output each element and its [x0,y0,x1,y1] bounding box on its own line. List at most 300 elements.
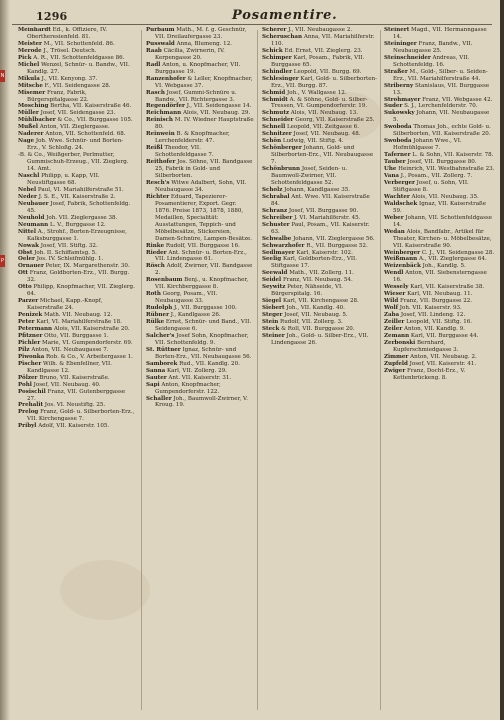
entry-name: Michel [18,61,40,68]
entry-text: J., Kandlgasse 26. [170,312,221,319]
entry-name: Rülke [146,319,165,326]
entry-name: Pfitzner [18,332,43,339]
entry-text: Ant. Schnür- u. Borten-Erz., VII. Lindengasse 61. [155,249,247,263]
directory-entry [384,319,495,326]
directory-entry [18,90,135,104]
entry-name: Wessely [384,284,409,291]
directory-entry [146,333,254,347]
entry-name: Merode [18,47,42,54]
entry-name: Meister [18,40,42,47]
entry-name: Seelig [262,256,282,263]
entry-name: Schrabal [262,193,290,200]
entry-text: Ignaz, VII. Kaiserstraße 59. [393,200,487,214]
directory-entry [262,124,378,131]
entry-name: St. Rüttner [146,346,181,353]
entry-text: Stanislaus, VII. Burggasse 13. [393,82,490,96]
entry-text: Rud., VII. Kandlg. 20. [179,360,240,367]
directory-entry [146,319,254,333]
entry-name: Scholz [262,186,283,193]
entry-name: Penizek [18,312,43,319]
running-title: Posamentire. [232,8,338,23]
entry-name: Rasch [146,89,165,96]
directory-entry [384,305,495,312]
entry-text: Joh. II. Schiffamtsg. 5. [34,249,97,256]
directory-entry [384,97,495,104]
entry-text: Joh., V. Wallgasse 12. [287,89,347,96]
entry-text: Alois, VII. Neubaug. 35. [411,193,479,200]
entry-name: Steinschneider [384,54,431,61]
entry-text: Franz, VII. Gutenberggasse 27. [27,388,126,402]
directory-entry [262,34,378,48]
directory-entry [262,305,378,312]
entry-name: Schranz [262,207,288,214]
entry-text: M., Gold-, Silber- u. Seiden-Erz., VII. Mariahilferstraße 44. [393,68,488,82]
directory-entry [262,90,378,97]
entry-text: Bertha, VII. Kaiserstraße 46. [50,103,132,110]
directory-entry [18,187,135,194]
entry-text: Franz, Docht-Erz., V. Kettenbrückeng. 8. [393,367,466,381]
entry-text: Otto, VII. Burggasse 1. [44,332,109,339]
entry-text: Ernst, Schnür- und Band., VII. Seidengasse 6. [155,319,252,332]
entry-name: Pölzer [18,374,38,381]
directory-entry [262,55,378,69]
directory-entry [18,347,135,354]
directory-entry [384,215,495,229]
entry-name: Sukowsky [384,110,415,117]
entry-text: Josef, VII. Burggasse 80. [407,159,477,166]
entry-name: Parzer [18,298,39,305]
entry-name: Steiner [262,332,285,339]
entry-text: Leopold, VII. Burgg. 69. [293,68,362,75]
directory-entry [384,326,495,333]
entry-name: Sedlmayer [262,249,295,256]
entry-name: Mühlbacher [18,117,56,124]
directory-entry [146,76,254,90]
entry-text: Josef Sohn, Knopfmacher, VII. Schottenfeldg. 9. [155,332,249,346]
entry-text: Franz, Goldborten-Erz., VII. Burgg. 32. [27,270,130,284]
directory-entry [384,340,495,354]
entry-name: Pichler [18,339,41,346]
entry-name: Samborek [146,360,178,367]
entry-name: Ott [18,270,28,277]
entry-name: Suder [384,103,403,110]
entry-text: Paul, VI. Mariahilferstraße 51. [37,186,124,193]
entry-name: Neubauer [18,200,49,207]
directory-column-4 [384,27,495,717]
entry-name: Seywitz [262,284,286,291]
entry-text: Josef, VII. Stiftg. 32. [40,242,98,249]
entry-name: Prelog [18,409,39,416]
directory-entry [18,409,135,423]
entry-text: Anna, VII. Mariahilferstr. 110. [271,33,375,47]
entry-name: Seidel [262,277,282,284]
directory-entry [384,69,495,83]
entry-text: Karl, VII. Neubaug. 11. [407,291,473,298]
entry-name: Scheruschan [262,33,303,40]
entry-name: Pusswald [146,40,175,47]
directory-entry [18,222,135,229]
entry-text: Franz, Fabrik, Bürgerspitalgasse 22. [27,89,89,103]
entry-name: Schindler [262,68,292,75]
entry-name: Rudolph [146,305,173,312]
entry-name: Sauter [146,374,167,381]
directory-entry [18,124,135,131]
directory-entry [146,41,254,48]
entry-text: Bernhard, Kupferschmiedgasse 3. [393,339,459,353]
entry-text: Thomas Joh., echte Gold- u. Silberborten, VII. Kaiserstraße 20. [393,124,491,138]
directory-entry [384,103,495,110]
entry-text: B. & Knopfmacher, Lerchenfelderstr. 47. [155,131,230,145]
directory-entry [384,124,495,138]
directory-entry [146,110,254,117]
entry-text: Josef, VII. Neubaug. 48. [293,131,361,138]
index-tab-p[interactable]: P [0,255,5,267]
directory-entry [262,215,378,222]
entry-name: Meinhardt [18,27,51,33]
entry-text: C. J., VII. Seidengasse 28. [421,249,495,256]
directory-entry [146,361,254,368]
entry-text: J., VII. Kenyong. 37. [41,75,98,82]
directory-entry [384,55,495,69]
entry-name: Rübner [146,312,170,319]
directory-entry [146,159,254,180]
entry-name: Reithofer [146,159,176,166]
entry-text: Josef, VII. Neubaug. 40. [33,381,101,388]
directory-entry [262,270,378,277]
entry-name: Taferner [384,152,411,159]
directory-entry [262,222,378,236]
directory-entry [384,166,495,173]
entry-text: J., Trösel. Deutsch. [43,47,97,54]
entry-name: Vana [384,173,400,180]
directory-entry [384,201,495,215]
entry-text: Eduard, Tapezierer-Posamentierer, Export. Gegr. 1876. Preise 1873, 1878, 1880, Medaillen, Specialität: Ausstattungen, Teppich- und Möbelbesätze, Stickereien, Damen-Schnüre, Lampen-Besätze. [155,193,253,242]
entry-name: Uhe [384,166,397,173]
directory-entry [18,201,135,215]
directory-entry [146,347,254,361]
entry-text: Marie, VI. Gumpendorferstr. 69. [42,339,133,346]
directory-entry [262,48,378,55]
entry-name: Weinberger [384,249,421,256]
directory-entry [146,250,254,264]
entry-name: Nage [18,138,35,145]
entry-text: Karl, VII. Burggasse 44. [410,332,479,339]
directory-entry [18,55,135,62]
entry-text: Josef, Gummi-Schnüre u. Bandw., VII. Richtergasse 3. [155,89,237,103]
entry-name: Striberny [384,82,414,89]
entry-text: Anna, Blumeng. 12. [176,40,232,47]
entry-text: Rudolf, VII. Zollerg. 3. [280,319,343,326]
entry-text: Cäcilia, Zwirnerin, IV. Kerpengasse 20. [155,47,225,61]
directory-entry [384,263,495,270]
entry-name: Pick [18,54,32,61]
entry-name: Steininger [384,40,417,47]
entry-text: Math. VII. Neubaug. 12. [43,312,113,319]
directory-entry [18,284,135,298]
entry-text: Ignaz, Schnür- und Borten-Erz., VII. Neubaugasse 56. [155,346,252,360]
directory-entry [146,277,254,291]
entry-text: Anton, u. Knopfmacher, VII. Burggasse 19. [155,61,241,75]
directory-entry [146,291,254,305]
entry-text: A., VII. Zieglergasse 64. [418,256,487,263]
entry-text: Joh. Wwe. Schnür- und Borten-Erz., V. Schloßg. 24. [27,138,124,152]
entry-text: Rob. & Co., V. Arbeitergasse 1. [46,353,133,360]
directory-entry [146,194,254,243]
entry-name: Peter [18,319,35,326]
entry-text: J., VII. Seidengasse 14. [186,103,252,110]
entry-name: Salcher's [146,332,175,339]
entry-name: Radl [146,61,161,68]
directory-entry [146,368,254,375]
entry-text: Theodor, VII. Schottenfeldgasse 7. [155,145,214,159]
entry-text: Jos. IV. Schleifmühlg. 1. [36,256,104,263]
directory-entry [146,117,254,131]
entry-name: Mosching [18,103,49,110]
entry-name: Steck [262,325,280,332]
directory-entry [18,215,135,222]
entry-text: Jos. VI. Neustiftg. 25. [44,402,106,409]
entry-text: Karl, Kaiserstr. 102. [296,249,353,256]
entry-text: Joh. VII. Zieglergasse 38. [46,214,118,221]
entry-text: Johann Wwe., VI. Hofmühlgasse 7. [393,138,462,152]
directory-entry [384,159,495,166]
directory-entry [384,180,495,194]
entry-name: Petermann [18,325,53,332]
entry-text: Johann, VII. Zieglergasse 56. [293,235,375,242]
directory-entry [262,110,378,117]
entry-name: Schreiber [262,214,293,221]
entry-name: Neder [18,193,37,200]
directory-entry [18,250,135,257]
entry-name: Schmid [262,89,286,96]
entry-name: Straßer [384,68,408,75]
directory-entry [18,41,135,48]
entry-text: Karl, VII. Kirchengasse 28. [282,298,359,305]
directory-entry [262,76,378,90]
entry-text: Josef, VII. Neubaug. 5. [284,312,348,319]
directory-entry [146,145,254,159]
entry-text: Anton, VII. Schottenfeld. 68. [45,131,126,138]
entry-text: R., VII. Burggasse 52. [306,242,368,249]
directory-entry [384,354,495,361]
entry-name: Oeler [18,256,35,263]
directory-entry [18,131,135,138]
column-rule [141,30,142,710]
directory-entry [18,298,135,312]
directory-entry [262,319,378,326]
directory-entry [146,131,254,145]
entry-name: Regendörfer [146,103,185,110]
directory-entry [146,27,254,41]
entry-text: & Co., VII. Burggasse 105. [57,117,133,124]
entry-name: Schönberger [262,145,302,152]
entry-text: L. & Sohn, VII. Kaiserstr. 78. [412,152,494,159]
entry-text: Wilh. & Ebenfellner, VII. Kandlgasse 12. [27,360,112,374]
entry-text: Georg, VII. Kaiserstraße 25. [295,117,375,124]
entry-text: Wenzel, Schnür- u. Bandw., VII. Kandlg. 27. [27,61,130,75]
entry-name: Naschl [18,173,40,180]
directory-entry [18,326,135,333]
entry-text: Alois, VII. Neubaug. 13. [290,110,359,117]
directory-entry [262,333,378,347]
entry-name: Prehalit [18,402,44,409]
entry-name: Mitsche [18,82,43,89]
directory-entry [18,194,135,201]
entry-text: J., VII. Burggasse 100. [174,305,237,312]
entry-text: Philipp, Knopfmacher, VII. Zieglerg. 64. [27,284,135,298]
entry-text: Math., M. f. g. Geschnür, VII. Dreilaufergasse 23. [155,27,247,40]
entry-text: Andreas, VII. Schottenfeldg. 16. [393,54,470,68]
directory-entry [18,382,135,389]
directory-entry [262,277,378,284]
directory-entry [146,180,254,194]
directory-entry [384,173,495,180]
entry-name: Zwiger [384,367,406,374]
entry-name: Waldschek [384,200,418,207]
entry-name: Seewald [262,270,288,277]
entry-name: Zupfeld [384,360,408,367]
directory-entry [384,333,495,340]
entry-name: Reinisch [146,117,173,124]
directory-entry [18,138,135,152]
directory-entry [18,361,135,375]
entry-text: Peter, Nähseide, VI. Bürgerspitalg. 16. [271,284,343,298]
page-number: 1296 [36,10,68,23]
directory-entry [262,236,378,243]
directory-entry [18,48,135,55]
directory-entry [18,333,135,340]
entry-name: Schick [262,47,283,54]
entry-name: Tauber [384,159,406,166]
entry-name: Weißmann [384,256,418,263]
entry-text: Rudolf, VII. Burggasse 16. [165,242,240,249]
directory-entry [384,41,495,55]
directory-entry [384,194,495,201]
directory-entry [262,27,378,34]
entry-name: Roth [146,291,161,298]
entry-text: Jos. Söhne, VII. Bandgasse 25, Fabrik in Gold- und Silberborten. [155,159,253,180]
directory-entry [18,243,135,250]
entry-text: Peter, IX. Margarethenstr. 30. [45,263,130,270]
entry-name: Ranzenhofer [146,75,186,82]
entry-text: Magd., VII. Hermanngasse 14. [393,27,487,40]
entry-name: Schön [262,138,282,145]
entry-text: Anton, VII. Neubaug. 2. [410,353,477,360]
entry-text: Adolf, VII. Kaiserstr. 105. [38,423,110,430]
index-tab-n[interactable]: N [0,70,5,82]
entry-text: Leopold, VII. Zeitgasse 6. [286,124,359,131]
entry-name: Zeiler [384,325,403,332]
entry-text: Michael, Kapp.-Knopf, Kaiserstraße 24. [27,298,103,312]
directory-entry [18,340,135,347]
entry-name: Schnitzer [262,131,292,138]
entry-name: Schuster [262,221,290,228]
directory-entry [18,76,135,83]
entry-name: Naderer [18,131,44,138]
column-rule [257,30,258,710]
directory-entry [384,291,495,298]
entry-text: Joh., Gold- u. Silber-Erz., VII. Lindengasse 26. [271,332,369,346]
directory-entry [262,194,378,208]
directory-entry [18,402,135,409]
entry-name: Obst [18,249,33,256]
entry-name: Mikula [18,75,40,82]
entry-text: & Roll, VII. Burggasse 20. [281,325,355,332]
entry-text: Josef, VII. Kaiserstr. 41. [409,360,477,367]
directory-entry [18,375,135,382]
entry-text: Ant. Wwe. VII. Kaiserstraße 84. [271,193,370,207]
entry-text: Witwe Adalbert, Sohn, VII. Neubaugasse 34. [155,179,247,193]
entry-name: Schönbrunn [262,166,301,173]
entry-text: Anton, VII. Neubaugasse 7. [31,346,109,353]
entry-text: Karl, Gold- u. Silberborten-Erz., VII. Burgg. 87. [271,75,377,89]
entry-name: Piwonka [18,353,45,360]
entry-name: Nowak [18,242,39,249]
page-header [12,7,492,25]
entry-text: Anton, Knopfmacher, Gumpendorferstr. 122. [155,381,221,395]
entry-text: Georg, Posam., VII. Neubaugasse 33. [155,291,218,305]
directory-entry [18,256,135,263]
directory-entry [18,173,135,187]
entry-text: Josef, Seiden- u. Baumwoll-Zwirner, VII. Schottenfeldgasse 52. [271,166,348,186]
entry-text: Joh., Baumwoll-Zwirner, V. Kroug. 19. [155,395,248,409]
directory-entry [384,27,495,41]
directory-entry [18,263,135,270]
entry-name: Zimmer [384,353,409,360]
entry-name: Schnell [262,124,286,131]
directory-entry [146,263,254,277]
directory-entry [262,243,378,250]
directory-entry [146,375,254,382]
directory-entry [18,83,135,90]
directory-entry [384,361,495,368]
directory-entry [384,152,495,159]
entry-text: Math., VII. Zollerg. 11. [289,270,354,277]
entry-name: Wedan [384,228,405,235]
entry-name: Nittel [18,228,36,235]
entry-text: Joh., Kandlg. 5. [422,263,466,270]
entry-name: Schimper [262,54,292,61]
entry-name: Steinert [384,27,410,33]
directory-entry [384,250,495,257]
directory-entry [384,229,495,250]
entry-name: Zerbonski [384,339,416,346]
directory-entry [384,138,495,152]
directory-column-2 [146,27,254,717]
entry-text: Josef, VII. Burggasse 90. [288,207,359,214]
directory-entry [262,187,378,194]
entry-text: Franz, VII. Webgasse 42. [422,96,493,103]
entry-name: Swoboda [384,124,412,131]
entry-name: Pischer [18,360,42,367]
entry-name: Siebert [262,305,285,312]
entry-name: Neuhold [18,214,45,221]
entry-text: Heinrich, VII. Westbahnstraße 23. [398,166,495,173]
directory-entry [146,90,254,104]
entry-text: Ant. VII. Kaiserstr. 31. [168,374,232,381]
entry-text: Franz, VII. Neubaug. 54. [282,277,353,284]
directory-entry [384,83,495,97]
directory-entry [146,48,254,62]
entry-name: Wolf [384,305,398,312]
directory-entry [384,284,495,291]
entry-name: Schmidt [262,96,288,103]
entry-name: Rosenbaum [146,277,183,284]
entry-text: Franz, Bandw., VII. Neubaugasse 25. [393,40,473,54]
directory-entry [146,243,254,250]
entry-text: Ludwig, VII. Stiftg. 4. [282,138,344,145]
entry-text: Leopold, VII. Stiftg. 16. [406,319,473,326]
